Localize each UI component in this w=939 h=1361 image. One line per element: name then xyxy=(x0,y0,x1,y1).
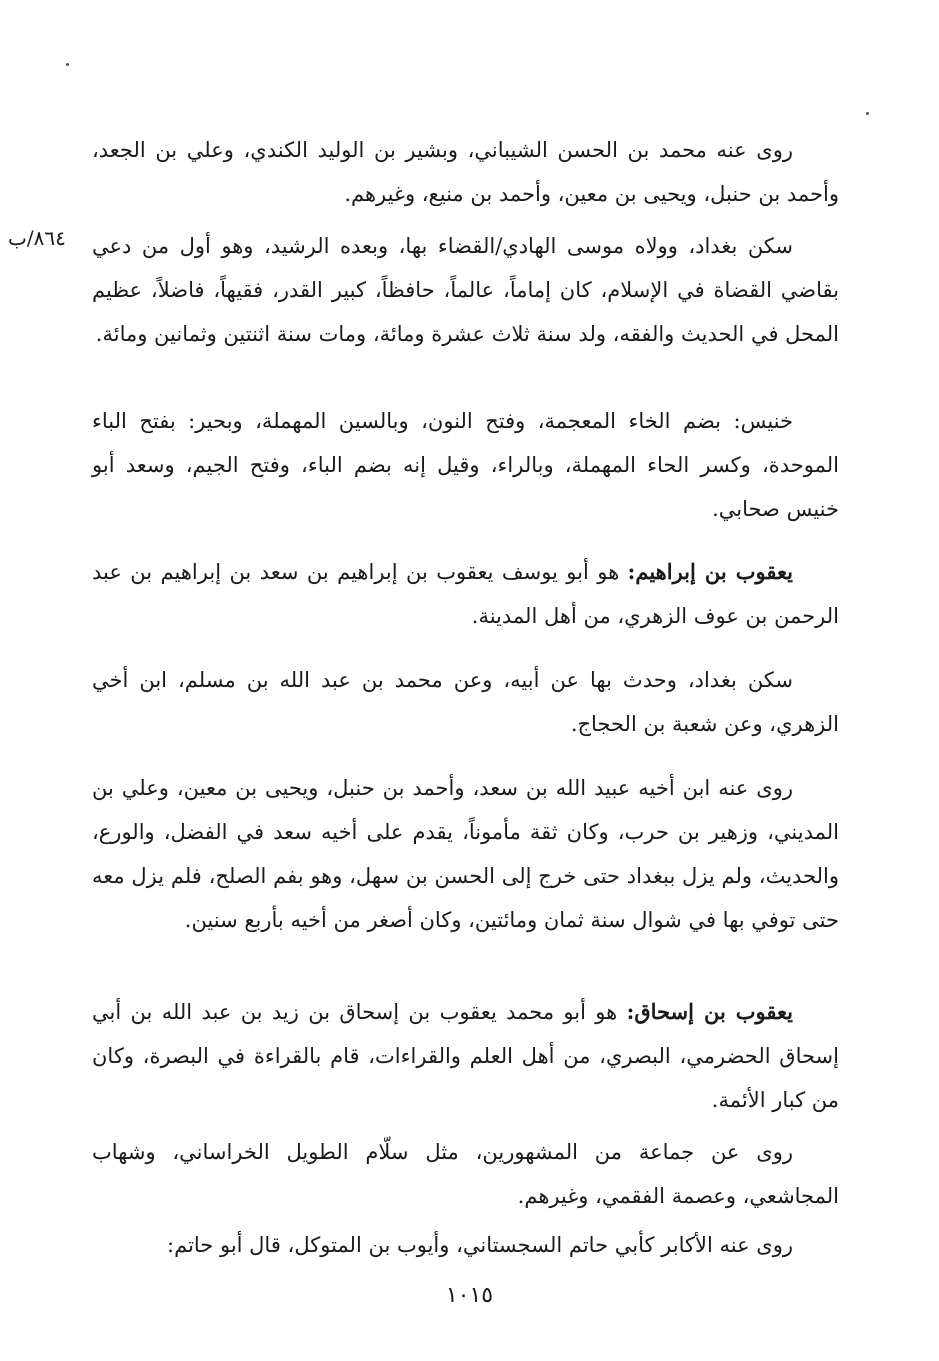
paragraph xyxy=(92,128,839,216)
margin-folio-note: ٨٦٤/ب xyxy=(8,226,66,250)
page-number: ١٠١٥ xyxy=(445,1283,494,1308)
paragraph xyxy=(92,1130,839,1218)
entry-term: يعقوب بن إبراهيم: xyxy=(627,559,793,584)
paragraph-text: هو أبو يوسف يعقوب بن إبراهيم بن سعد بن إبراهيم بن عبد الرحمن بن عوف الزهري، من أهل المدينة. xyxy=(92,560,839,628)
scan-speck xyxy=(866,112,869,115)
paragraph xyxy=(92,990,839,1122)
paragraph-text: روى عن جماعة من المشهورين، مثل سلّام الطويل الخراساني، وشهاب المجاشعي، وعصمة الفقمي، وغيرهم. xyxy=(92,1140,839,1208)
scan-speck xyxy=(66,63,69,66)
paragraph-text: سكن بغداد، وولاه موسى الهادي/القضاء بها، وبعده الرشيد، وهو أول من دعي بقاضي القضاة في الإسلام، كان إماماً، عالماً، حافظاً، كبير القدر، فقيهاً، فاضلاً، عظيم المحل في الحديث والفقه، ولد سنة ثلاث عشرة ومائة، ومات سنة اثنتين وثمانين ومائة. xyxy=(92,234,839,346)
entry-term: يعقوب بن إسحاق: xyxy=(626,999,793,1024)
paragraph xyxy=(92,399,839,531)
paragraph xyxy=(92,766,839,942)
paragraph-text: روى عنه ابن أخيه عبيد الله بن سعد، وأحمد بن حنبل، ويحيى بن معين، وعلي بن المديني، وزهير بن حرب، وكان ثقة مأموناً، يقدم على أخيه سعد في الفضل، والورع، والحديث، ولم يزل ببغداد حتى خرج إلى الحسن بن سهل، وهو بفم الصلح، فلم يزل معه حتى توفي بها في شوال سنة ثمان ومائتين، وكان أصغر من أخيه بأربع سنين. xyxy=(92,776,839,932)
paragraph-text: روى عنه الأكابر كأبي حاتم السجستاني، وأيوب بن المتوكل، قال أبو حاتم: xyxy=(167,1233,793,1257)
paragraph xyxy=(92,1223,839,1267)
paragraph xyxy=(92,550,839,638)
paragraph xyxy=(92,224,839,356)
paragraph-text: هو أبو محمد يعقوب بن إسحاق بن زيد بن عبد الله بن أبي إسحاق الحضرمي، البصري، من أهل العلم والقراءات، قام بالقراءة في البصرة، وكان من كبار الأئمة. xyxy=(92,1000,839,1112)
paragraph-text: سكن بغداد، وحدث بها عن أبيه، وعن محمد بن عبد الله بن مسلم، ابن أخي الزهري، وعن شعبة بن الحجاج. xyxy=(92,668,839,736)
paragraph xyxy=(92,658,839,746)
paragraph-text: خنيس: بضم الخاء المعجمة، وفتح النون، وبالسين المهملة، وبحير: بفتح الباء الموحدة، وكسر الحاء المهملة، وبالراء، وقيل إنه بضم الباء، وفتح الجيم، وسعد أبو خنيس صحابي. xyxy=(92,409,839,521)
paragraph-text: روى عنه محمد بن الحسن الشيباني، وبشير بن الوليد الكندي، وعلي بن الجعد، وأحمد بن حنبل، ويحيى بن معين، وأحمد بن منيع، وغيرهم. xyxy=(92,138,839,206)
